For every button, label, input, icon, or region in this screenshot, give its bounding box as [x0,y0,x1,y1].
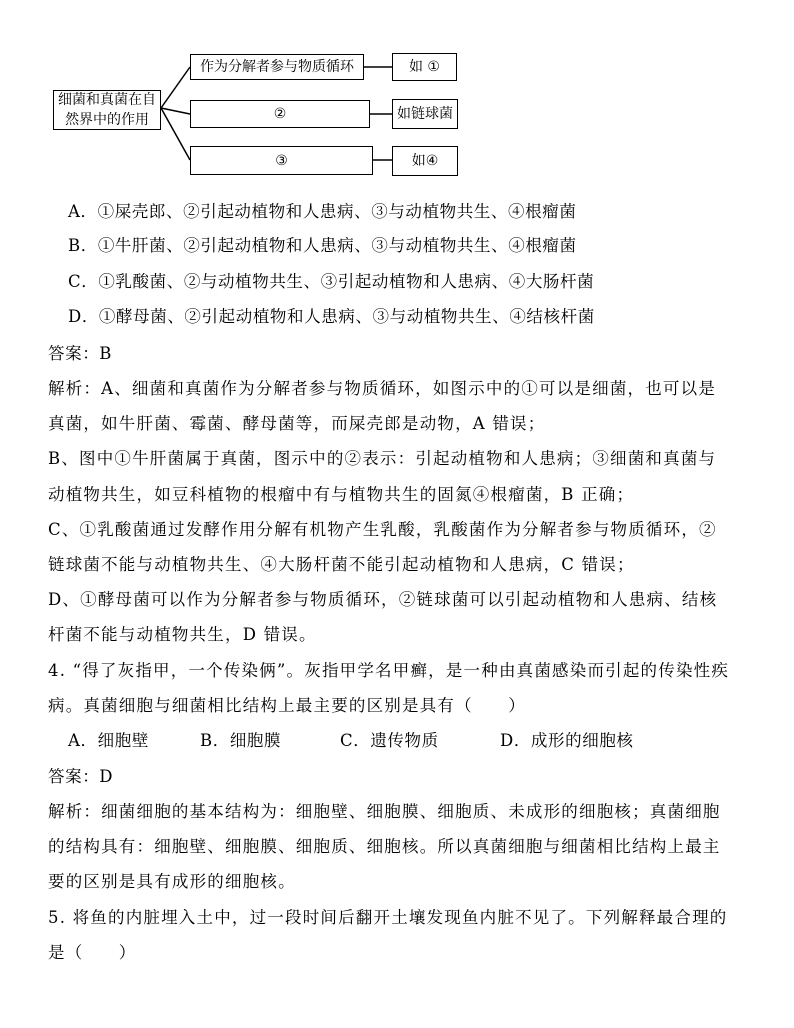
root-box: 细菌和真菌在自然界中的作用 [53,90,161,130]
q4-choice-c: C．遗传物质 [340,731,439,750]
concept-diagram [0,0,794,190]
q5-stem-line: 5. 将鱼的内脏埋入土中，过一段时间后翻开土壤发现鱼内脏不见了。下列解释最合理的 [48,908,728,927]
branch1-example-box: 如 ① [392,53,457,81]
q4-choices [68,729,634,753]
q3-option-b: B．①牛肝菌、②引起动植物和人患病、③与动植物共生、④根瘤菌 [68,236,577,255]
branch2-example-box: 如链球菌 [392,99,458,129]
q3-analysis-line: 杆菌不能与动植物共生，D 错误。 [48,625,317,644]
branch3-box: ③ [190,146,373,175]
q4-choice-b: B．细胞膜 [200,731,282,750]
q3-answer: 答案：B [48,344,113,363]
q4-choice-d: D．成形的细胞核 [500,731,634,750]
q3-option-a: A．①屎壳郎、②引起动植物和人患病、③与动植物共生、④根瘤菌 [68,202,577,221]
branch2-box: ② [190,100,370,128]
q4-analysis-line: 的结构具有：细胞壁、细胞膜、细胞质、细胞核。所以真菌细胞与细菌相比结构上最主 [48,837,721,856]
q3-option-d: D．①酵母菌、②引起动植物和人患病、③与动植物共生、④结核杆菌 [68,307,595,326]
q4-analysis-line: 要的区别是具有成形的细胞核。 [48,872,296,891]
q3-analysis-line: 链球菌不能与动植物共生、④大肠杆菌不能引起动植物和人患病，C 错误； [48,555,635,574]
q3-analysis-line: 解析：A、细菌和真菌作为分解者参与物质循环，如图示中的①可以是细菌，也可以是 [48,379,717,398]
q3-analysis-line: 动植物共生，如豆科植物的根瘤中有与植物共生的固氮④根瘤菌，B 正确； [48,485,635,504]
q5-stem-line: 是（ ） [48,943,137,962]
q3-analysis-line: 真菌，如牛肝菌、霉菌、酵母菌等，而屎壳郎是动物，A 错误； [48,414,546,433]
branch1-box: 作为分解者参与物质循环 [190,54,364,80]
q3-analysis-line: C、①乳酸菌通过发酵作用分解有机物产生乳酸，乳酸菌作为分解者参与物质循环，② [48,520,717,539]
q3-option-c: C．①乳酸菌、②与动植物共生、③引起动植物和人患病、④大肠杆菌 [68,272,595,291]
q4-analysis-line: 解析：细菌细胞的基本结构为：细胞壁、细胞膜、细胞质、未成形的细胞核；真菌细胞 [48,802,721,821]
q4-choice-a: A．细胞壁 [68,731,149,750]
branch3-example-box: 如④ [392,146,458,176]
q4-stem-line: 4. “得了灰指甲，一个传染俩”。灰指甲学名甲癣，是一种由真菌感染而引起的传染性疾 [48,661,730,680]
q4-stem-line: 病。真菌细胞与细菌相比结构上最主要的区别是具有（ ） [48,696,526,715]
q4-answer: 答案：D [48,767,114,786]
q3-analysis-line: B、图中①牛肝菌属于真菌，图示中的②表示：引起动植物和人患病；③细菌和真菌与 [48,449,717,468]
q3-analysis-line: D、①酵母菌可以作为分解者参与物质循环，②链球菌可以引起动植物和人患病、结核 [48,590,718,609]
